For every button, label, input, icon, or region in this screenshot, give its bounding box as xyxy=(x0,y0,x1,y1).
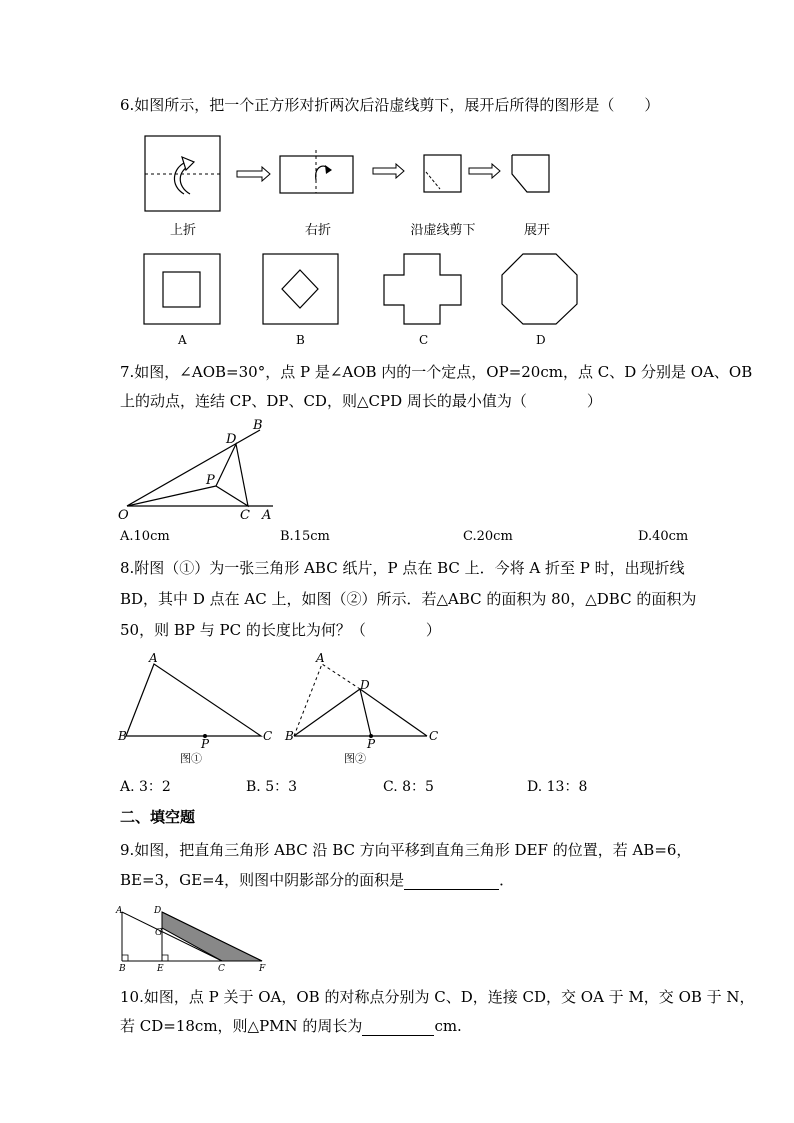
q9-text-suffix: ． xyxy=(499,871,515,889)
q8-fig2-label-d: D xyxy=(360,678,370,692)
q7-option-d: D.40cm xyxy=(638,529,689,544)
q8-option-a: A. 3：2 xyxy=(120,779,171,795)
q8-text-line3: 50，则 BP 与 PC 的长度比为何？（ ） xyxy=(120,621,441,639)
q10-answer-blank[interactable] xyxy=(362,1017,434,1036)
section-title-fill-in: 二、填空题 xyxy=(120,808,196,826)
q7-label-a: A xyxy=(262,508,272,523)
q8-fig1-label-a: A xyxy=(149,651,158,665)
q8-fig2-label-c: C xyxy=(429,729,439,743)
q6-option-c-label: C xyxy=(419,333,429,347)
q10-text-line1: 10.如图，点 P 关于 OA，OB 的对称点分别为 C、D，连接 CD，交 OA 于 M，交 OB 于 N， xyxy=(120,988,755,1006)
q8-text-line1: 8.附图（①）为一张三角形 ABC 纸片，P 点在 BC 上．今将 A 折至 P 时，出现折线 xyxy=(120,559,685,577)
q8-option-c: C. 8：5 xyxy=(383,779,434,795)
q9-label-a: A xyxy=(116,906,123,916)
q6-option-d-label: D xyxy=(536,333,546,347)
q10-text-suffix: cm. xyxy=(434,1017,462,1035)
q7-option-b: B.15cm xyxy=(280,529,330,544)
q9-label-e: E xyxy=(157,964,164,974)
q9-label-b: B xyxy=(119,964,126,974)
step-label-fold-right: 右折 xyxy=(304,223,331,238)
q8-fig2-label-p: P xyxy=(367,737,376,751)
q9-text-line1: 9.如图，把直角三角形 ABC 沿 BC 方向平移到直角三角形 DEF 的位置，若 AB=6， xyxy=(120,841,692,859)
q7-label-d: D xyxy=(226,432,237,447)
q7-option-a: A.10cm xyxy=(120,529,170,544)
q7-label-o: O xyxy=(118,508,129,523)
q8-fig1-caption: 图① xyxy=(180,752,202,765)
q6-option-a-label: A xyxy=(178,333,187,347)
q8-fig1-label-c: C xyxy=(263,729,273,743)
q10-text-prefix: 若 CD=18cm，则△PMN 的周长为 xyxy=(120,1017,363,1035)
q7-label-p: P xyxy=(206,473,215,488)
q8-text-line2: BD，其中 D 点在 AC 上，如图（②）所示．若△ABC 的面积为 80，△DBC 的面积为 xyxy=(120,590,697,608)
step-label-fold-up: 上折 xyxy=(169,223,196,238)
q7-label-b: B xyxy=(253,418,263,433)
q6-option-b-label: B xyxy=(296,333,305,347)
q8-option-b: B. 5：3 xyxy=(246,779,298,795)
q8-fig1-label-b: B xyxy=(118,729,127,743)
q8-fig1-label-p: P xyxy=(201,737,210,751)
q9-text-prefix: BE=3，GE=4，则图中阴影部分的面积是 xyxy=(120,871,405,889)
q8-fig2-label-a: A xyxy=(316,651,325,665)
q7-text-line1: 7.如图，∠AOB=30°，点 P 是∠AOB 内的一个定点，OP=20cm，点 C、D 分别是 OA、OB xyxy=(120,363,753,381)
q7-label-c: C xyxy=(240,508,250,523)
q9-label-f: F xyxy=(259,964,266,974)
q7-text-line2: 上的动点，连结 CP、DP、CD，则△CPD 周长的最小值为（ ） xyxy=(120,392,602,410)
q8-fig2-label-b: B xyxy=(285,729,294,743)
q9-label-d: D xyxy=(154,906,162,916)
q9-label-c: C xyxy=(218,964,225,974)
q8-fig2-caption: 图② xyxy=(344,752,366,765)
q6-text: 6.如图所示，把一个正方形对折两次后沿虚线剪下，展开后所得的图形是（ ） xyxy=(120,96,660,114)
q8-option-d: D. 13：8 xyxy=(527,779,588,795)
q7-option-c: C.20cm xyxy=(463,529,513,544)
step-label-cut: 沿虚线剪下 xyxy=(410,223,476,238)
q10-text-line2 xyxy=(120,1017,462,1036)
q9-label-g: G xyxy=(155,928,163,938)
step-label-unfold: 展开 xyxy=(523,223,550,238)
